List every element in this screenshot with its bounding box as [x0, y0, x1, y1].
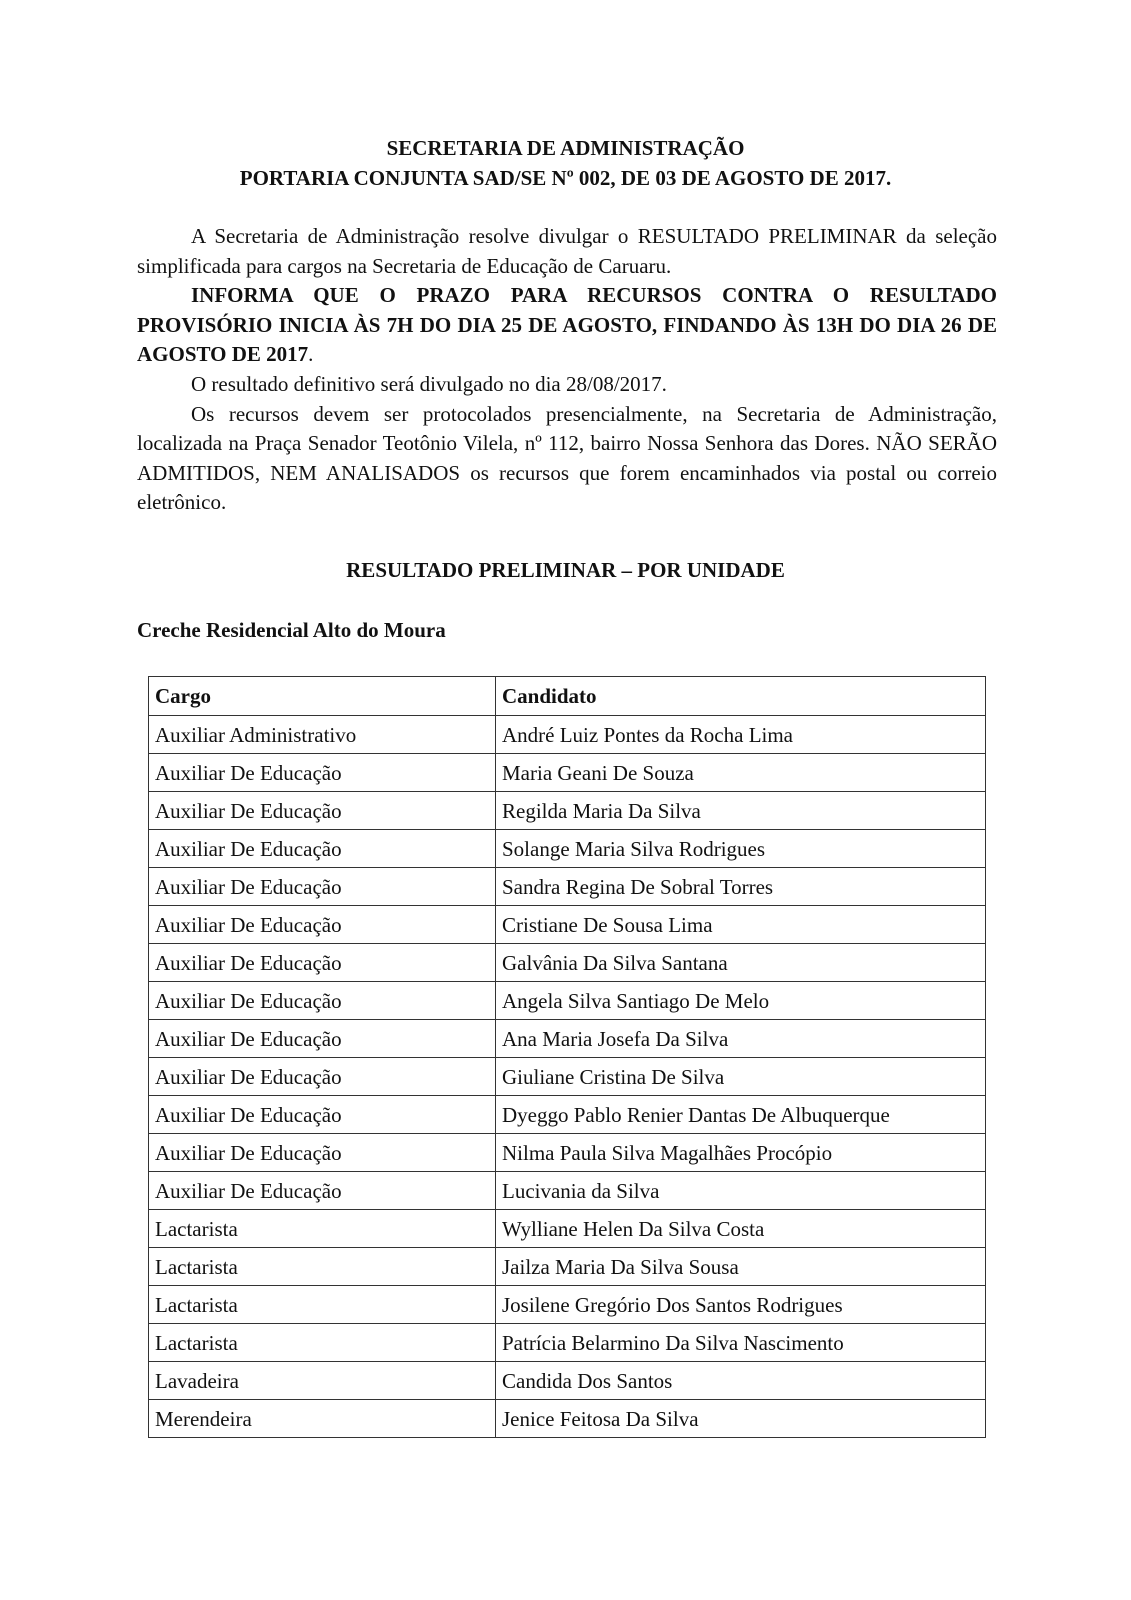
table-row [149, 1020, 986, 1058]
cell-cargo: Auxiliar De Educação [149, 1020, 496, 1058]
unit-title: Creche Residencial Alto do Moura [137, 618, 446, 642]
table-row [149, 754, 986, 792]
header-candidato: Candidato [496, 677, 986, 716]
cell-cargo: Lactarista [149, 1324, 496, 1362]
paragraph-prazo [137, 281, 997, 370]
cell-candidato: Lucivania da Silva [496, 1172, 986, 1210]
paragraph-prazo-bold: INFORMA QUE O PRAZO PARA RECURSOS CONTRA O RESULTADO PROVISÓRIO INICIA ÀS 7H DO DIA 25 DE AGOSTO, FINDANDO ÀS 13H DO DIA 26 DE AGOSTO DE 2017 [137, 283, 997, 367]
cell-candidato: Jailza Maria Da Silva Sousa [496, 1248, 986, 1286]
cell-candidato: Cristiane De Sousa Lima [496, 906, 986, 944]
cell-cargo: Auxiliar De Educação [149, 830, 496, 868]
table-row [149, 944, 986, 982]
cell-candidato: Jenice Feitosa Da Silva [496, 1400, 986, 1438]
header-secretaria: SECRETARIA DE ADMINISTRAÇÃO [386, 136, 745, 160]
cell-candidato: Maria Geani De Souza [496, 754, 986, 792]
cell-candidato: Angela Silva Santiago De Melo [496, 982, 986, 1020]
cell-candidato: Wylliane Helen Da Silva Costa [496, 1210, 986, 1248]
cell-candidato: Solange Maria Silva Rodrigues [496, 830, 986, 868]
cell-cargo: Auxiliar De Educação [149, 1058, 496, 1096]
cell-cargo: Auxiliar De Educação [149, 1096, 496, 1134]
cell-cargo: Auxiliar De Educação [149, 754, 496, 792]
cell-cargo: Lactarista [149, 1210, 496, 1248]
cell-cargo: Lactarista [149, 1248, 496, 1286]
cell-cargo: Auxiliar De Educação [149, 868, 496, 906]
paragraph-resultado-definitivo: O resultado definitivo será divulgado no dia 28/08/2017. [191, 371, 667, 396]
paragraph-prazo-end: . [308, 342, 314, 367]
cell-candidato: Giuliane Cristina De Silva [496, 1058, 986, 1096]
table-row [149, 1096, 986, 1134]
table-row [149, 1400, 986, 1438]
header-cargo: Cargo [149, 677, 496, 716]
body-paragraphs [137, 222, 997, 518]
cell-candidato: Ana Maria Josefa Da Silva [496, 1020, 986, 1058]
paragraph-recursos: Os recursos devem ser protocolados presencialmente, na Secretaria de Administração, localizada na Praça Senador Teotônio Vilela, nº 112, bairro Nossa Senhora das Dores. NÃO SERÃO ADMITIDOS, NEM ANALISADOS os recursos que forem encaminhados via postal ou correio eletrônico. [137, 401, 997, 515]
cell-cargo: Auxiliar De Educação [149, 1172, 496, 1210]
cell-cargo: Auxiliar De Educação [149, 944, 496, 982]
cell-candidato: Josilene Gregório Dos Santos Rodrigues [496, 1286, 986, 1324]
cell-cargo: Auxiliar De Educação [149, 1134, 496, 1172]
cell-candidato: Sandra Regina De Sobral Torres [496, 868, 986, 906]
table-row [149, 982, 986, 1020]
table-row [149, 1058, 986, 1096]
table-row [149, 868, 986, 906]
cell-cargo: Lactarista [149, 1286, 496, 1324]
section-title: RESULTADO PRELIMINAR – POR UNIDADE [346, 558, 785, 582]
table-header-row [149, 677, 986, 716]
table-row [149, 1134, 986, 1172]
cell-candidato: Nilma Paula Silva Magalhães Procópio [496, 1134, 986, 1172]
cell-candidato: Galvânia Da Silva Santana [496, 944, 986, 982]
table-row [149, 1210, 986, 1248]
cell-candidato: Dyeggo Pablo Renier Dantas De Albuquerque [496, 1096, 986, 1134]
table-row [149, 830, 986, 868]
cell-cargo: Auxiliar De Educação [149, 792, 496, 830]
table-row [149, 792, 986, 830]
cell-cargo: Auxiliar De Educação [149, 982, 496, 1020]
cell-cargo: Auxiliar De Educação [149, 906, 496, 944]
cell-candidato: André Luiz Pontes da Rocha Lima [496, 716, 986, 754]
table-row [149, 1248, 986, 1286]
table-row [149, 1324, 986, 1362]
cell-cargo: Merendeira [149, 1400, 496, 1438]
table-row [149, 1172, 986, 1210]
result-table [148, 676, 986, 1438]
header-portaria: PORTARIA CONJUNTA SAD/SE Nº 002, DE 03 DE AGOSTO DE 2017. [239, 166, 892, 190]
cell-cargo: Auxiliar Administrativo [149, 716, 496, 754]
table-row [149, 1362, 986, 1400]
table-row [149, 716, 986, 754]
cell-cargo: Lavadeira [149, 1362, 496, 1400]
cell-candidato: Candida Dos Santos [496, 1362, 986, 1400]
cell-candidato: Patrícia Belarmino Da Silva Nascimento [496, 1324, 986, 1362]
table-row [149, 1286, 986, 1324]
cell-candidato: Regilda Maria Da Silva [496, 792, 986, 830]
table-row [149, 906, 986, 944]
paragraph-intro: A Secretaria de Administração resolve divulgar o RESULTADO PRELIMINAR da seleção simplificada para cargos na Secretaria de Educação de Caruaru. [137, 224, 997, 278]
